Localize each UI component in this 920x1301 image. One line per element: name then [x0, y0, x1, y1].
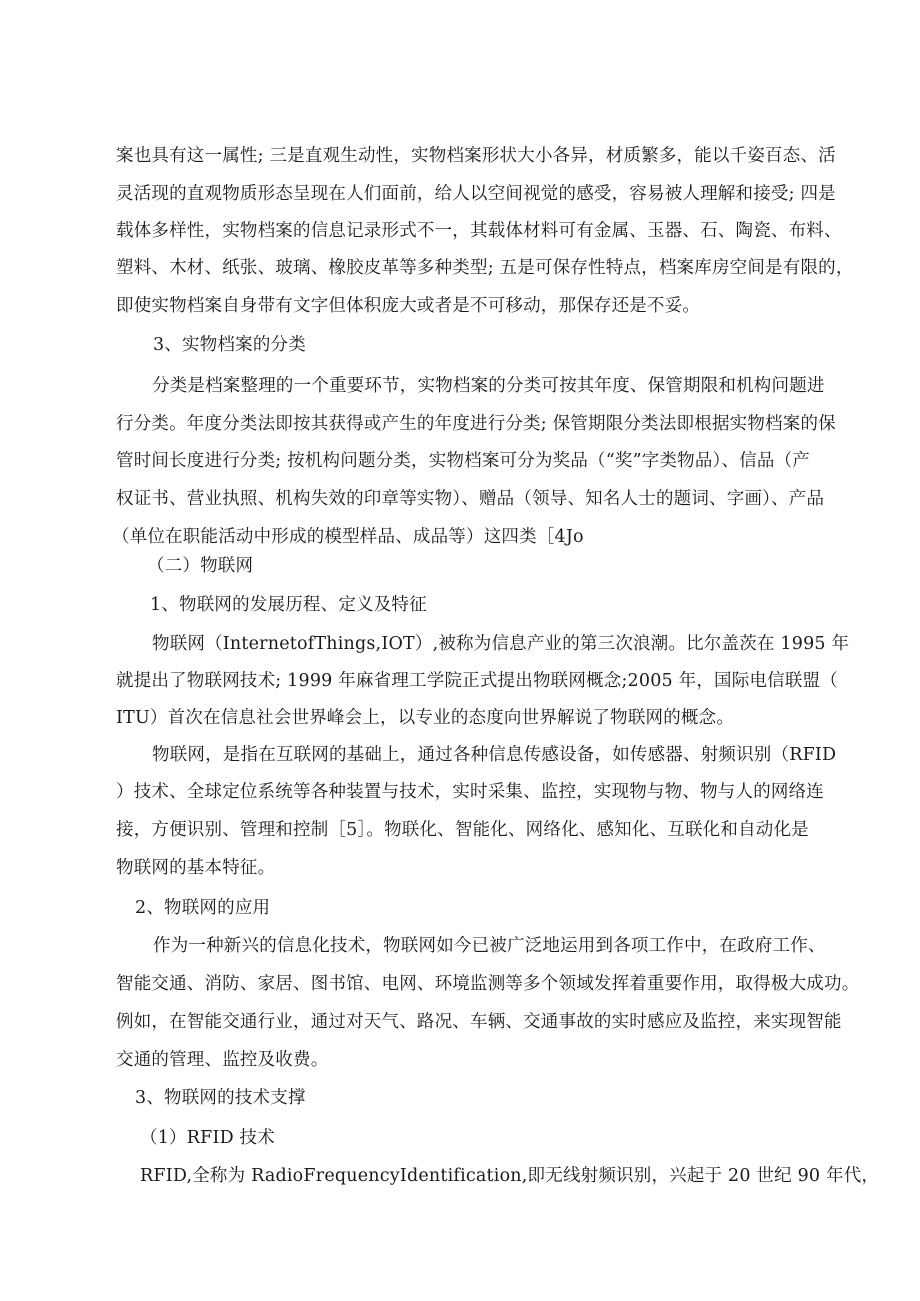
text-line: 灵活现的直观物质形态呈现在人们面前，给人以空间视觉的感受，容易被人理解和接受; 四是: [116, 184, 836, 204]
heading-iot-history: 1、物联网的发展历程、定义及特征: [150, 595, 427, 615]
text-line: 就提出了物联网技术; 1999 年麻省理工学院正式提出物联网概念;2005 年，国际电信联盟（: [116, 671, 838, 691]
heading-iot-applications: 2、物联网的应用: [135, 898, 271, 918]
text-line: 物联网，是指在互联网的基础上，通过各种信息传感设备，如传感器、射频识别（RFID: [152, 745, 837, 765]
heading-iot-tech-support: 3、物联网的技术支撑: [135, 1088, 306, 1108]
text-line: 作为一种新兴的信息化技术，物联网如今已被广泛地运用到各项工作中，在政府工作、: [153, 936, 826, 956]
text-line: 案也具有这一属性; 三是直观生动性，实物档案形状大小各异，材质繁多，能以千姿百态、活: [116, 146, 836, 166]
text-line: 物联网（InternetofThings,IOT）,被称为信息产业的第三次浪潮。比尔盖茨在 1995 年: [152, 634, 850, 654]
text-line: 接，方便识别、管理和控制［5］。物联化、智能化、网络化、感知化、互联化和自动化是: [116, 820, 809, 840]
text-line: 智能交通、消防、家居、图书馆、电网、环境监测等多个领域发挥着重要作用，取得极大成功。: [116, 974, 860, 994]
section-title-iot: （二）物联网: [147, 556, 254, 576]
text-line: 行分类。年度分类法即按其获得或产生的年度进行分类; 保管期限分类法即根据实物档案的保: [116, 414, 836, 434]
text-line: 载体多样性，实物档案的信息记录形式不一，其载体材料可有金属、玉器、石、陶瓷、布料、: [116, 221, 842, 241]
text-line: ）技术、全球定位系统等各种装置与技术，实时采集、监控，实现物与物、物与人的网络连: [116, 782, 824, 802]
text-line: （单位在职能活动中形成的模型样品、成品等）这四类［4Jo: [112, 527, 584, 547]
text-line: 分类是档案整理的一个重要环节，实物档案的分类可按其年度、保管期限和机构问题进: [152, 376, 825, 396]
text-line: ITU）首次在信息社会世界峰会上，以专业的态度向世界解说了物联网的概念。: [116, 708, 735, 728]
subheading-rfid: （1）RFID 技术: [140, 1128, 275, 1148]
text-line: 交通的管理、监控及收费。: [116, 1050, 329, 1070]
text-line: 塑料、木材、纸张、玻璃、橡胶皮革等多种类型; 五是可保存性特点，档案库房空间是有限的，: [116, 258, 854, 278]
heading-archive-classification: 3、实物档案的分类: [153, 335, 306, 355]
text-line: 管时间长度进行分类; 按机构问题分类，实物档案可分为奖品（“奖”字类物品）、信品（产: [116, 451, 810, 471]
text-line: 权证书、营业执照、机构失效的印章等实物）、赠品（领导、知名人士的题词、字画）、产品: [116, 489, 825, 509]
text-line: 例如，在智能交通行业，通过对天气、路况、车辆、交通事故的实时感应及监控，来实现智能: [116, 1012, 842, 1032]
text-line: 物联网的基本特征。: [116, 858, 276, 878]
text-line: RFID,全称为 RadioFrequencyIdentification,即无线射频识别，兴起于 20 世纪 90 年代，: [140, 1166, 880, 1186]
text-line: 即使实物档案自身带有文字但体积庞大或者是不可移动，那保存还是不妥。: [116, 296, 701, 316]
